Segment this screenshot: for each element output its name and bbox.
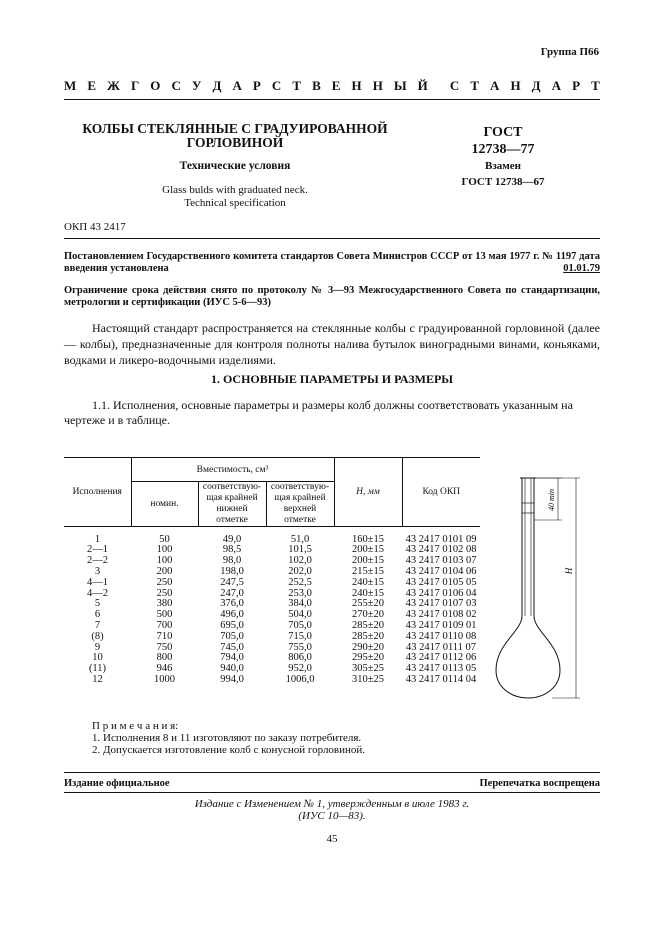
header-upper-mark [266, 482, 334, 527]
table-cell-h: 295±20 [351, 652, 384, 664]
table-cell-low: 98,0 [222, 555, 242, 567]
table-cell-nom: 200 [156, 565, 173, 577]
table-cell-okp: 43 2417 0103 07 [405, 555, 477, 567]
gost-replaced-number: ГОСТ 12738—67 [461, 176, 545, 188]
table-cell-okp: 43 2417 0109 01 [405, 619, 477, 631]
table-row [64, 556, 480, 567]
table-cell-h: 255±20 [351, 598, 384, 610]
header-lower-mark [198, 482, 266, 527]
official-edition: Издание официальное [64, 778, 170, 789]
header-lower-mark-line: отметке [216, 515, 248, 525]
heading-letter: Н [372, 78, 383, 93]
table-cell-exec: (11) [88, 663, 107, 675]
heading-letter: С [449, 78, 460, 93]
table-cell-up: 504,0 [288, 609, 312, 621]
table-cell-okp: 43 2417 0111 07 [405, 641, 477, 653]
table-cell-h: 305±25 [351, 663, 384, 675]
height-dimension-label: H [564, 567, 574, 575]
table-cell-nom: 100 [156, 544, 173, 556]
table-cell-okp: 43 2417 0113 05 [405, 663, 477, 675]
table-cell-low: 695,0 [220, 619, 244, 631]
header-okp: Код ОКП [402, 458, 480, 527]
heading-letter: Т [292, 78, 302, 93]
note-item: 1. Исполнения 8 и 11 изготовляют по заказу потребителя. [92, 732, 362, 744]
table-row [64, 599, 480, 610]
gost-replaces-label: Взамен [485, 160, 521, 172]
footer-divider [64, 772, 600, 773]
okp-code: ОКП 43 2417 [64, 221, 126, 233]
parameters-table-wrap [64, 457, 480, 685]
intro-paragraph: Настоящий стандарт распространяется на стеклянные колбы с градуированной горловиной (далее — колбы), предназначенные для контроля полноты налива бутылок виноградными винами, коньяками, водками и ликеро-водочными изделиями. [64, 321, 600, 367]
standard-type-heading [64, 78, 600, 94]
table-cell-h: 240±15 [351, 576, 384, 588]
table-cell-up: 252,5 [288, 576, 312, 588]
table-cell-up: 202,0 [288, 565, 312, 577]
table-cell-okp: 43 2417 0106 04 [405, 587, 477, 599]
header-upper-mark-line: отметке [284, 515, 316, 525]
table-cell-nom: 946 [156, 663, 173, 675]
heading-letter: Ж [107, 78, 120, 93]
parameters-table [64, 457, 480, 685]
table-cell-nom: 250 [156, 576, 173, 588]
table-row [64, 567, 480, 578]
table-cell-up: 101,5 [288, 544, 312, 556]
header-height: H, мм [334, 458, 402, 527]
table-cell-low: 49,0 [222, 534, 242, 545]
section-heading: 1. ОСНОВНЫЕ ПАРАМЕТРЫ И РАЗМЕРЫ [210, 372, 454, 386]
heading-letter: В [312, 78, 321, 93]
decree-text: Постановлением Государственного комитета стандартов Совета Министров СССР от 13 мая 1977 г. № 1197 дата введения установлена [64, 251, 600, 274]
table-cell-low: 376,0 [220, 598, 244, 610]
table-cell-up: 1006,0 [285, 673, 315, 685]
gost-label: ГОСТ [483, 125, 523, 140]
table-cell-low: 496,0 [220, 609, 244, 621]
header-upper-mark-line: верхней [283, 504, 317, 514]
header-capacity: Вместимость, см³ [131, 458, 334, 482]
table-cell-exec: 1 [94, 534, 101, 545]
heading-letter: С [171, 78, 181, 93]
header-upper-mark-line: щая крайней [274, 493, 326, 503]
table-cell-nom: 710 [156, 630, 173, 642]
table-row [64, 675, 480, 686]
header-lower-mark-line: нижней [216, 504, 248, 514]
table-cell-h: 310±25 [351, 673, 384, 685]
table-cell-up: 755,0 [288, 641, 312, 653]
edition-note [64, 798, 600, 822]
table-cell-h: 200±15 [351, 555, 384, 567]
table-cell-exec: (8) [91, 630, 104, 642]
page-number: 45 [326, 833, 338, 845]
table-row [64, 588, 480, 599]
table-cell-up: 715,0 [288, 630, 312, 642]
table-cell-up: 705,0 [288, 619, 312, 631]
group-code: Группа П66 [540, 46, 599, 58]
heading-letter: Р [572, 78, 581, 93]
header-lower-mark-line: щая крайней [206, 493, 258, 503]
table-cell-low: 705,0 [220, 630, 244, 642]
heading-letter: Е [331, 78, 341, 93]
table-row [64, 545, 480, 556]
limit-text: Ограничение срока действия снято по протоколу № 3—93 Межгосударственного Совета по стандартизации, метрологии и сертификации (ИУС 5-6—93) [64, 285, 600, 308]
heading-letter: Р [252, 78, 261, 93]
reprint-prohibited: Перепечатка воспрещена [479, 778, 600, 789]
heading-letter: С [271, 78, 282, 93]
notes-title: П р и м е ч а н и я: [92, 720, 179, 732]
table-cell-exec: 10 [92, 652, 103, 664]
table-cell-up: 253,0 [288, 587, 312, 599]
table-cell-low: 940,0 [220, 663, 244, 675]
table-cell-nom: 500 [156, 609, 173, 621]
table-cell-up: 952,0 [288, 663, 312, 675]
table-row [64, 631, 480, 642]
table-cell-nom: 1000 [154, 673, 175, 685]
table-row [64, 642, 480, 653]
table-cell-low: 247,0 [220, 587, 244, 599]
table-row [64, 610, 480, 621]
table-cell-low: 794,0 [220, 652, 244, 664]
heading-letter: Н [510, 78, 521, 93]
table-cell-okp: 43 2417 0101 09 [405, 534, 477, 545]
paragraph-1-1: 1.1. Исполнения, основные параметры и размеры колб должны соответствовать указанным на чертеже и в таблице. [64, 398, 573, 427]
table-row [64, 653, 480, 664]
decree-date: 01.01.79 [563, 263, 600, 274]
table-cell-nom: 50 [159, 534, 170, 545]
table-cell-up: 384,0 [288, 598, 312, 610]
table-cell-low: 198,0 [220, 565, 244, 577]
table-cell-exec: 4—2 [87, 587, 108, 599]
table-row [64, 527, 480, 546]
table-cell-okp: 43 2417 0114 04 [405, 673, 477, 685]
table-cell-h: 290±20 [351, 641, 384, 653]
table-cell-h: 285±20 [351, 630, 384, 642]
table-cell-low: 745,0 [220, 641, 244, 653]
table-cell-h: 270±20 [351, 609, 384, 621]
title-line-2: ГОРЛОВИНОЙ [186, 135, 284, 150]
edition-note-line-1: Издание с Изменением № 1, утвержденным в июле 1983 г. [194, 798, 470, 810]
table-cell-okp: 43 2417 0107 03 [405, 598, 477, 610]
heading-letter: Д [212, 78, 222, 93]
table-cell-exec: 3 [94, 565, 101, 577]
table-cell-nom: 750 [156, 641, 173, 653]
note-item: 2. Допускается изготовление колб с конусной горловиной. [92, 744, 366, 756]
table-cell-okp: 43 2417 0102 08 [405, 544, 477, 556]
table-cell-exec: 7 [94, 619, 101, 631]
heading-letter: Й [417, 78, 428, 93]
english-title-line-2: Technical specification [184, 197, 286, 209]
heading-letter: Т [591, 78, 600, 93]
heading-letter: Д [531, 78, 541, 93]
table-cell-exec: 6 [94, 609, 101, 621]
table-cell-okp: 43 2417 0108 02 [405, 609, 477, 621]
title-line-1: КОЛБЫ СТЕКЛЯННЫЕ С ГРАДУИРОВАННОЙ [82, 121, 388, 136]
table-cell-low: 98,5 [222, 544, 242, 556]
table-row [64, 577, 480, 588]
table-cell-low: 994,0 [220, 673, 244, 685]
table-cell-exec: 2—2 [87, 555, 108, 567]
table-cell-up: 806,0 [288, 652, 312, 664]
english-title-line-1: Glass bulds with graduated neck. [162, 184, 308, 196]
table-cell-nom: 250 [156, 587, 173, 599]
heading-letter: Т [470, 78, 479, 93]
table-row [64, 621, 480, 632]
table-row [64, 664, 480, 675]
header-execution: Исполнения [64, 458, 131, 527]
table-cell-low: 247,5 [220, 576, 244, 588]
table-cell-exec: 2—1 [87, 544, 108, 556]
heading-letter: Е [87, 78, 96, 93]
gost-block [448, 124, 558, 190]
table-cell-h: 160±15 [351, 534, 384, 545]
table-cell-h: 200±15 [351, 544, 384, 556]
heading-letter: Н [351, 78, 362, 93]
table-cell-up: 102,0 [288, 555, 312, 567]
heading-letter: Г [130, 78, 140, 93]
top-divider [64, 99, 600, 100]
heading-letter: А [490, 78, 500, 93]
table-cell-nom: 380 [156, 598, 173, 610]
table-cell-okp: 43 2417 0105 05 [405, 576, 477, 588]
table-cell-nom: 700 [156, 619, 173, 631]
header-divider [64, 238, 600, 239]
footer-bottom-divider [64, 792, 600, 793]
table-cell-nom: 100 [156, 555, 173, 567]
table-cell-okp: 43 2417 0104 06 [405, 565, 477, 577]
table-cell-exec: 9 [94, 641, 101, 653]
table-cell-h: 240±15 [351, 587, 384, 599]
heading-letter: Ы [393, 78, 407, 93]
neck-dimension-label: 40 min [547, 489, 556, 511]
table-cell-exec: 5 [94, 598, 101, 610]
document-subtitle: Технические условия [179, 160, 291, 172]
english-title [80, 184, 390, 210]
flask-drawing [492, 466, 600, 706]
table-cell-exec: 4—1 [87, 576, 108, 588]
table-cell-okp: 43 2417 0110 08 [405, 630, 477, 642]
heading-letter: А [551, 78, 562, 93]
edition-note-line-2: (ИУС 10—83). [298, 810, 366, 822]
table-cell-exec: 12 [92, 673, 103, 685]
heading-letter: У [191, 78, 202, 93]
table-cell-okp: 43 2417 0112 06 [405, 652, 477, 664]
heading-letter: М [64, 78, 77, 93]
heading-letter: О [150, 78, 161, 93]
header-upper-mark-line: соответствую- [270, 482, 330, 492]
table-cell-h: 215±15 [351, 565, 384, 577]
heading-letter: А [232, 78, 242, 93]
header-lower-mark-line: соответствую- [202, 482, 262, 492]
table-cell-up: 51,0 [290, 534, 310, 545]
header-nominal: номин. [131, 482, 198, 527]
table-cell-nom: 800 [156, 652, 173, 664]
table-cell-h: 285±20 [351, 619, 384, 631]
notes [92, 720, 365, 756]
gost-number: 12738—77 [471, 142, 535, 157]
document-title [80, 122, 390, 150]
